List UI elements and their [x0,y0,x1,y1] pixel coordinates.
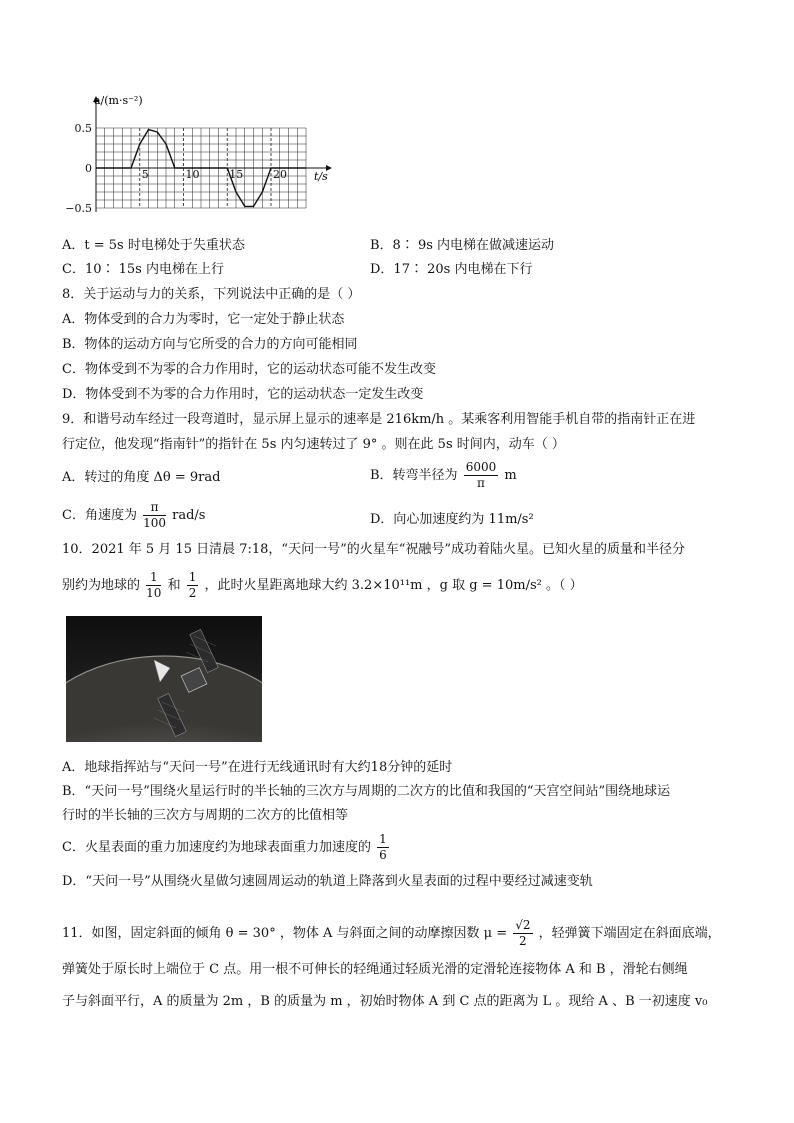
q10-fraction-mass [146,570,161,601]
q9-stem-line2: 行定位，他发现“指南针”的指针在 5s 内匀速转过了 9° 。则在此 5s 时间内，动车（ ） [62,437,565,452]
q9-option-c-fraction [143,500,166,531]
fraction-numerator: 1 [379,832,387,846]
q10-fraction-radius [187,570,199,601]
q9-option-c-prefix: C．角速度为 [62,508,137,523]
q11-line1-text-a: 11．如图，固定斜面的倾角 θ = 30° ，物体 A 与斜面之间的动摩擦因数 μ = [62,926,508,941]
q11-mu-fraction [513,918,532,949]
y-tick-label: 0.5 [74,122,92,135]
q7-option-c: C．10∶ 15s 内电梯在上行 [62,262,224,277]
q7-option-a: A．t = 5s 时电梯处于失重状态 [62,238,245,253]
q7-option-b: B．8∶ 9s 内电梯在做减速运动 [370,238,555,253]
mars-orbiter-photo [66,616,262,742]
q9-option-b-suffix: m [504,468,517,483]
q10-option-c-prefix: C．火星表面的重力加速度约为地球表面重力加速度的 [62,840,371,855]
fraction-denominator: 6 [379,848,387,862]
q9-stem-line1: 9．和谐号动车经过一段弯道时，显示屏上显示的速率是 216km/h 。某乘客利用智能手机自带的指南针正在进 [62,412,696,427]
q10-stem-text-c: ，此时火星距离地球大约 3.2×10¹¹m ，g 取 g = 10m/s² 。（ ） [204,578,583,593]
q10-stem-text-a: 别约为地球的 [62,578,141,593]
fraction-denominator: 10 [146,586,162,600]
q10-stem-line1: 10．2021 年 5 月 15 日清晨 7:18，“天问一号”的火星车“祝融号”成功着陆火星。已知火星的质量和半径分 [62,542,686,557]
q9-option-c [62,500,205,531]
q10-stem-line2 [62,570,583,601]
x-tick-label: 15 [229,168,244,181]
q9-option-a: A．转过的角度 Δθ = 9rad [62,470,221,485]
q11-line2: 弹簧处于原长时上端位于 C 点。用一根不可伸长的轻绳通过轻质光滑的定滑轮连接物体 A 和 B ，滑轮右侧绳 [62,962,688,977]
q9-option-b [370,460,517,491]
q11-line1-text-b: ，轻弹簧下端固定在斜面底端， [538,926,721,941]
q11-line1 [62,918,721,949]
fraction-numerator: 1 [146,570,161,586]
q9-option-c-suffix: rad/s [172,508,206,523]
fraction-denominator: 2 [188,586,197,600]
x-tick-label: 20 [273,168,287,181]
q9-option-b-fraction [464,460,499,491]
fraction-denominator: 2 [519,934,527,948]
q10-option-b-line1: B．“天问一号”围绕火星运行时的半长轴的三次方与周期的二次方的比值和我国的“天宫空间站”围绕地球运 [62,784,671,799]
q11-line3: 子与斜面平行，A 的质量为 2m ，B 的质量为 m ，初始时物体 A 到 C 点的距离为 L 。现给 A 、B 一初速度 v₀ [62,994,708,1009]
q8-option-d: D．物体受到不为零的合力作用时，它的运动状态一定发生改变 [62,387,424,402]
q8-option-a: A．物体受到的合力为零时，它一定处于静止状态 [62,312,345,327]
q7-option-d: D．17∶ 20s 内电梯在下行 [370,262,533,277]
fraction-numerator: √2 [515,918,531,932]
q8-stem: 8．关于运动与力的关系，下列说法中正确的是（ ） [62,287,361,302]
chart-xlabel: t/s [314,170,328,183]
q10-option-b-line2: 行时的半长轴的三次方与周期的二次方的比值相等 [62,808,349,823]
q8-option-b: B．物体的运动方向与它所受的合力的方向可能相同 [62,337,358,352]
q10-option-c [62,832,391,863]
q10-option-a: A．地球指挥站与“天问一号”在进行无线通讯时有大约18分钟的延时 [62,760,453,775]
fraction-numerator: 1 [188,570,197,584]
y-tick-label: −0.5 [65,202,92,215]
chart-axes [65,96,332,215]
fraction-denominator: 100 [143,516,166,530]
q10-option-d: D．“天问一号”从围绕火星做匀速圆周运动的轨道上降落到火星表面的过程中要经过减速变轨 [62,874,593,889]
q10-stem-text-b: 和 [167,578,181,593]
fraction-numerator: 6000 [465,460,497,474]
y-tick-label: 0 [85,162,92,175]
q9-option-b-prefix: B．转弯半径为 [370,468,458,483]
fraction-denominator: π [477,476,485,490]
acceleration-time-chart [60,90,340,230]
q10-option-c-fraction [377,832,389,863]
chart-ylabel: a/(m·s⁻²) [94,94,143,107]
q8-option-c: C．物体受到不为零的合力作用时，它的运动状态可能不发生改变 [62,362,436,377]
x-tick-label: 5 [141,168,149,181]
x-tick-label: 10 [185,168,200,181]
fraction-numerator: π [143,500,166,516]
q9-option-d: D．向心加速度约为 11m/s² [370,512,534,527]
